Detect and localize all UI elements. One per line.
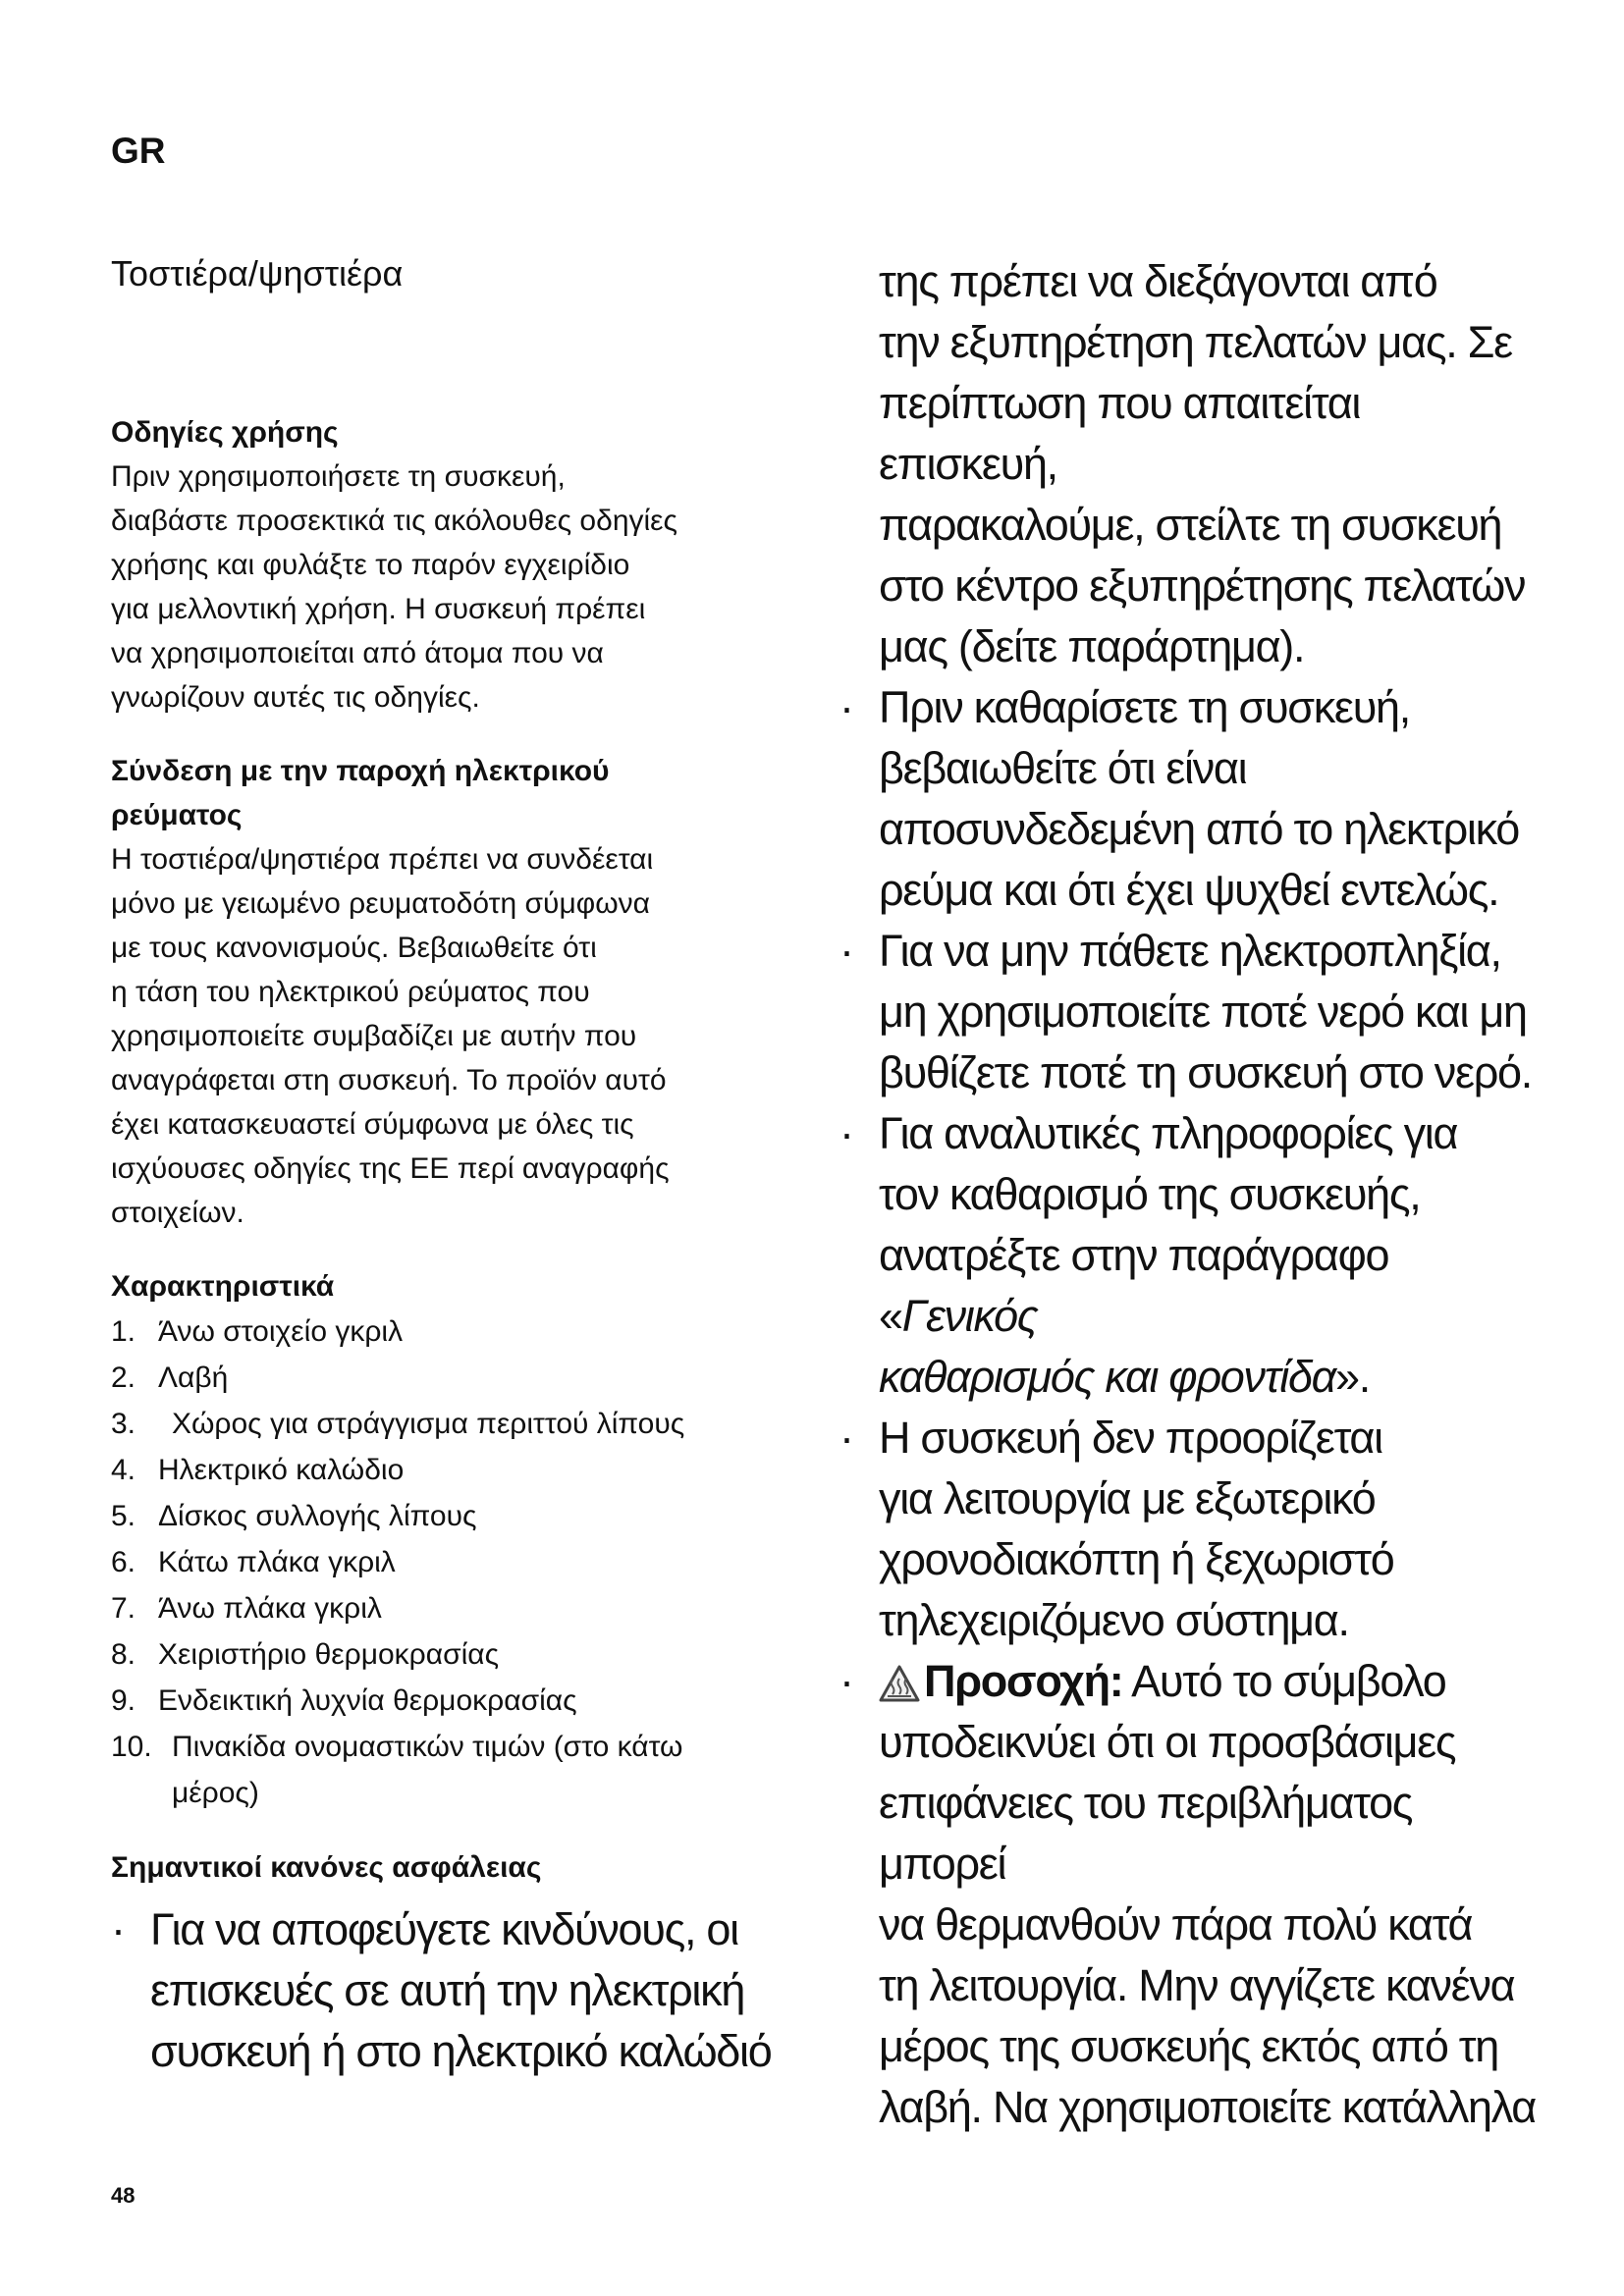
- features-list: [111, 1308, 818, 1816]
- item-text: [172, 1724, 682, 1816]
- bullet-line: [879, 1347, 1546, 1408]
- item-number: 8.: [111, 1638, 136, 1671]
- bullet-line: βεβαιωθείτε ότι είναι: [879, 743, 1247, 793]
- instructions-line: διαβάστε προσεκτικά τις ακόλουθες οδηγίες: [111, 505, 678, 537]
- right-column: [839, 251, 1546, 2138]
- instructions-section: [111, 410, 818, 720]
- list-item: [839, 1103, 1546, 1408]
- item-text: Ηλεκτρικό καλώδιο: [158, 1454, 405, 1486]
- list-item: [111, 1308, 818, 1355]
- instructions-line: γνωρίζουν αυτές τις οδηγίες.: [111, 681, 480, 714]
- safety-heading: Σημαντικοί κανόνες ασφάλειας: [111, 1851, 542, 1884]
- bullet-line: μέρος της συσκευής εκτός από τη: [879, 2021, 1498, 2071]
- connection-section: [111, 749, 818, 1235]
- bullet: ·: [839, 1108, 853, 1158]
- section-reference: Γενικός: [901, 1291, 1038, 1341]
- features-heading: Χαρακτηριστικά: [111, 1270, 335, 1303]
- bullet-line: την εξυπηρέτηση πελατών μας. Σε: [879, 317, 1512, 367]
- item-text-line: μέρος): [172, 1777, 259, 1809]
- bullet-line: μας (δείτε παράρτημα).: [879, 621, 1305, 671]
- bullet-line: υποδεικνύει ότι οι προσβάσιμες: [879, 1717, 1456, 1767]
- connection-line: μόνο με γειωμένο ρευματοδότη σύμφωνα: [111, 887, 650, 920]
- bullet: ·: [839, 682, 853, 732]
- list-item: [111, 1355, 818, 1401]
- instructions-heading: Οδηγίες χρήσης: [111, 416, 339, 449]
- bullet-text: ανατρέξτε στην παράγραφο «: [879, 1230, 1389, 1341]
- bullet: ·: [839, 1413, 853, 1463]
- bullet-line: τη λειτουργία. Μην αγγίζετε κανένα: [879, 1960, 1515, 2010]
- list-item: [111, 1539, 818, 1585]
- connection-line: η τάση του ηλεκτρικού ρεύματος που: [111, 976, 590, 1008]
- list-item: [111, 1493, 818, 1539]
- instructions-line: Πριν χρησιμοποιήσετε τη συσκευή,: [111, 460, 566, 493]
- list-item: [111, 1447, 818, 1493]
- bullet-line: χρονοδιακόπτη ή ξεχωριστό: [879, 1534, 1394, 1584]
- bullet-line: της πρέπει να διεξάγονται από: [879, 256, 1437, 306]
- connection-line: έχει κατασκευαστεί σύμφωνα με όλες τις: [111, 1108, 634, 1141]
- bullet-text: Αυτό το σύμβολο: [1122, 1656, 1446, 1706]
- bullet-text: ».: [1335, 1352, 1370, 1402]
- bullet: ·: [839, 926, 853, 976]
- list-item: [839, 921, 1546, 1103]
- bullet-line: τον καθαρισμό της συσκευής,: [879, 1169, 1421, 1219]
- connection-line: αναγράφεται στη συσκευή. Το προϊόν αυτό: [111, 1064, 667, 1096]
- bullet-line: παρακαλούμε, στείλτε τη συσκευή: [879, 500, 1502, 550]
- list-item: [111, 1631, 818, 1678]
- page-title: Τοστιέρα/ψηστιέρα: [111, 253, 404, 294]
- list-item: [111, 1678, 818, 1724]
- language-code: GR: [111, 131, 166, 171]
- connection-line: χρησιμοποιείτε συμβαδίζει με αυτήν που: [111, 1020, 637, 1052]
- item-number: 5.: [111, 1500, 136, 1532]
- bullet-line: [879, 1651, 1546, 1712]
- item-number: 4.: [111, 1454, 136, 1486]
- item-text: Κάτω πλάκα γκριλ: [158, 1546, 396, 1578]
- features-section: [111, 1264, 818, 1816]
- item-text: Χώρος για στράγγισμα περιττού λίπους: [172, 1408, 685, 1440]
- item-text: Λαβή: [158, 1362, 229, 1394]
- instructions-line: να χρησιμοποιείται από άτομα που να: [111, 637, 604, 669]
- list-item: [839, 1408, 1546, 1651]
- caution-label: Προσοχή:: [924, 1656, 1123, 1706]
- bullet-line: Η συσκευή δεν προορίζεται: [879, 1413, 1382, 1463]
- list-item: [111, 1899, 818, 2082]
- item-text: Άνω πλάκα γκριλ: [158, 1592, 382, 1625]
- page-number: 48: [111, 2183, 135, 2208]
- item-text: Δίσκος συλλογής λίπους: [158, 1500, 477, 1532]
- instructions-line: για μελλοντική χρήση. Η συσκευή πρέπει: [111, 593, 646, 625]
- bullet-line: μη χρησιμοποιείτε ποτέ νερό και μη: [879, 987, 1527, 1037]
- bullet: ·: [111, 1904, 125, 1954]
- bullet-line: να θερμανθούν πάρα πολύ κατά: [879, 1899, 1473, 1949]
- list-item: [839, 677, 1546, 921]
- bullet-line: για λειτουργία με εξωτερικό: [879, 1473, 1376, 1523]
- item-number: 9.: [111, 1684, 136, 1717]
- connection-line: στοιχείων.: [111, 1197, 244, 1229]
- item-number: 3.: [111, 1408, 136, 1440]
- bullet-line: Για αναλυτικές πληροφορίες για: [879, 1108, 1458, 1158]
- left-column: [111, 253, 818, 2082]
- bullet-line: [879, 1225, 1546, 1347]
- item-text: Χειριστήριο θερμοκρασίας: [158, 1638, 500, 1671]
- list-item: [111, 1401, 818, 1447]
- bullet: ·: [839, 1656, 853, 1706]
- item-text: Ενδεικτική λυχνία θερμοκρασίας: [158, 1684, 577, 1717]
- bullet-line: ρεύμα και ότι έχει ψυχθεί εντελώς.: [879, 865, 1499, 915]
- item-number: 10.: [111, 1731, 152, 1763]
- connection-line: ισχύουσες οδηγίες της ΕΕ περί αναγραφής: [111, 1152, 670, 1185]
- item-number: 7.: [111, 1592, 136, 1625]
- safety-list-left: [111, 1899, 818, 2082]
- hot-surface-warning-icon: [879, 1665, 920, 1702]
- bullet-line: τηλεχειριζόμενο σύστημα.: [879, 1595, 1349, 1645]
- bullet-line: βυθίζετε ποτέ τη συσκευή στο νερό.: [879, 1047, 1532, 1097]
- item-number: 6.: [111, 1546, 136, 1578]
- safety-continuation: [839, 251, 1546, 677]
- bullet-line: στο κέντρο εξυπηρέτησης πελατών: [879, 561, 1526, 611]
- bullet-line: λαβή. Να χρησιμοποιείτε κατάλληλα: [879, 2082, 1537, 2132]
- connection-heading: ρεύματος: [111, 799, 243, 831]
- list-item: [111, 1724, 818, 1816]
- safety-section: [111, 1845, 818, 2082]
- item-number: 2.: [111, 1362, 136, 1394]
- connection-line: Η τοστιέρα/ψηστιέρα πρέπει να συνδέεται: [111, 843, 654, 876]
- list-item: [839, 1651, 1546, 2138]
- bullet-line: αποσυνδεδεμένη από το ηλεκτρικό: [879, 804, 1519, 854]
- bullet-line: Για να μην πάθετε ηλεκτροπληξία,: [879, 926, 1501, 976]
- bullet-line: επιφάνειες του περιβλήματος μπορεί: [879, 1778, 1413, 1889]
- instructions-line: χρήσης και φυλάξτε το παρόν εγχειρίδιο: [111, 549, 630, 581]
- item-number: 1.: [111, 1315, 136, 1348]
- bullet-line: Για να αποφεύγετε κινδύνους, οι: [150, 1904, 738, 1954]
- bullet-line: επισκευές σε αυτή την ηλεκτρική: [150, 1965, 745, 2015]
- connection-heading: Σύνδεση με την παροχή ηλεκτρικού: [111, 755, 610, 787]
- item-text-line: Πινακίδα ονομαστικών τιμών (στο κάτω: [172, 1731, 683, 1763]
- bullet-line: περίπτωση που απαιτείται επισκευή,: [879, 378, 1361, 489]
- bullet-line: συσκευή ή στο ηλεκτρικό καλώδιό: [150, 2026, 772, 2076]
- section-reference: καθαρισμός και φροντίδα: [879, 1352, 1336, 1402]
- safety-list-right: [839, 677, 1546, 2138]
- bullet-line: Πριν καθαρίσετε τη συσκευή,: [879, 682, 1410, 732]
- item-text: Άνω στοιχείο γκριλ: [158, 1315, 404, 1348]
- connection-line: με τους κανονισμούς. Βεβαιωθείτε ότι: [111, 932, 597, 964]
- list-item: [111, 1585, 818, 1631]
